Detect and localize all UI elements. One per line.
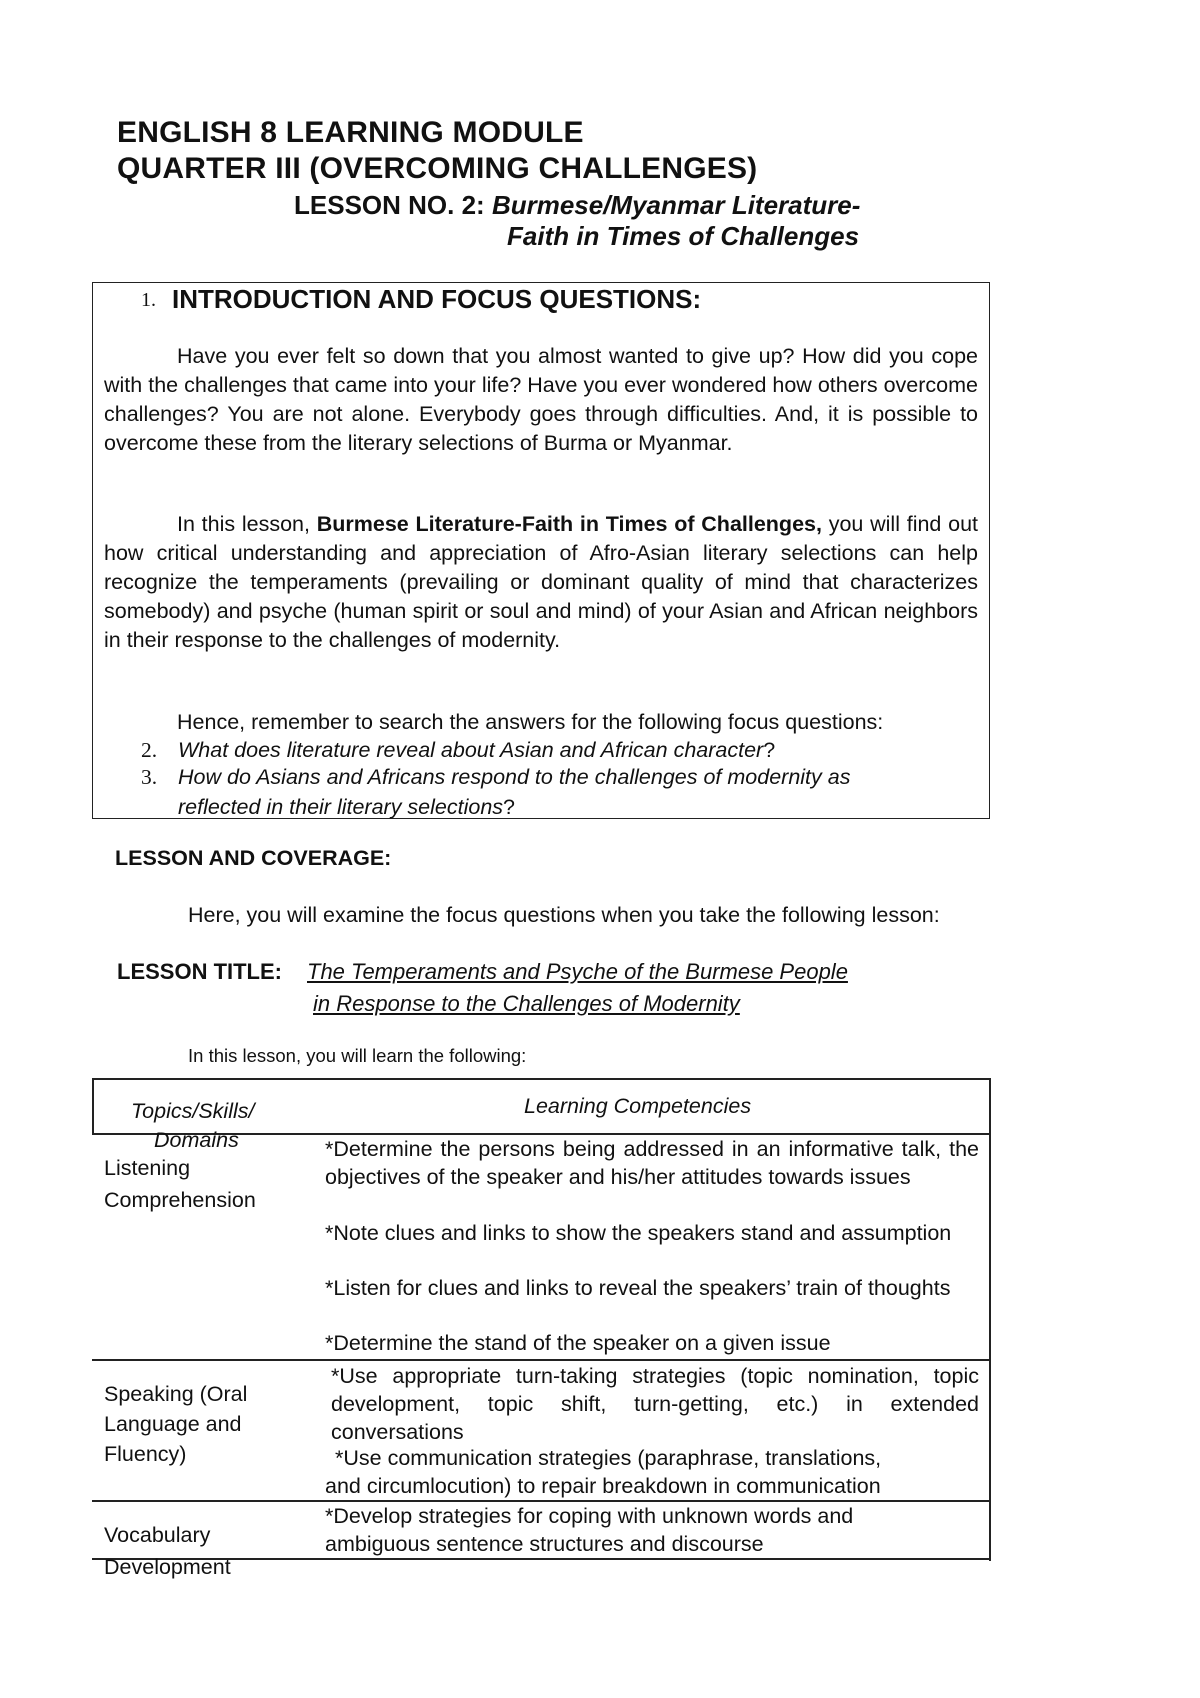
- competency-item: *Note clues and links to show the speakers stand and assumption: [325, 1221, 952, 1245]
- intro-paragraph-1: [104, 342, 978, 458]
- lesson-label: LESSON NO. 2:: [294, 190, 485, 220]
- competency-item: *Listen for clues and links to reveal the speakers’ train of thoughts: [325, 1276, 951, 1300]
- focus-question-end: ?: [763, 738, 776, 762]
- intro-paragraph-2-bold: Burmese Literature-Faith in Times of Challenges,: [316, 512, 822, 536]
- table-header-domains: Domains: [154, 1128, 239, 1152]
- intro-paragraph-2: [104, 510, 978, 655]
- table-border-right: [989, 1078, 991, 1561]
- introduction-heading: [141, 284, 701, 315]
- competency-item: and circumlocution) to repair breakdown in communication: [325, 1474, 881, 1498]
- coverage-text: Here, you will examine the focus questions when you take the following lesson:: [188, 903, 940, 927]
- table-row-topic: Comprehension: [104, 1188, 256, 1212]
- table-border-left: [92, 1078, 94, 1134]
- intro-paragraph-2-rest: you will find out how critical understanding and appreciation of Afro-Asian literary selections can help recognize the temperaments (prevailing or dominant quality of mind that characterizes somebody) and psyche (human spirit or soul and mind) of your Asian and African neighbors in their response to the challenges of modernity.: [104, 512, 979, 652]
- intro-paragraph-2-start: In this lesson,: [177, 512, 310, 536]
- table-row-topic: Development: [104, 1555, 231, 1579]
- lesson-title-line1: Burmese/Myanmar Literature-: [491, 190, 861, 220]
- table-row-divider: [92, 1359, 990, 1361]
- table-row-topic: Fluency): [104, 1442, 187, 1466]
- intro-heading-text: INTRODUCTION AND FOCUS QUESTIONS:: [172, 284, 702, 314]
- module-title: ENGLISH 8 LEARNING MODULE: [117, 116, 584, 149]
- table-row-topic: Listening: [104, 1156, 191, 1180]
- competency-item: *Determine the persons being addressed in an informative talk, the objectives of the speaker and his/her attitudes towards issues: [325, 1137, 979, 1189]
- lesson-title-label: LESSON TITLE:: [117, 959, 282, 984]
- lesson-number: [294, 190, 860, 221]
- intro-paragraph-3: [104, 708, 978, 737]
- focus-question-end: ?: [503, 795, 515, 819]
- focus-question-text: How do Asians and Africans respond to the challenges of modernity as: [178, 765, 851, 789]
- learn-intro-text: In this lesson, you will learn the following:: [188, 1045, 527, 1066]
- competency-item: *Use communication strategies (paraphrase, translations,: [335, 1446, 882, 1470]
- intro-paragraph-1-text: Have you ever felt so down that you almost wanted to give up? How did you cope with the challenges that came into your life? Have you ever wondered how others overcome challenges? You are not alone. Everybody goes through difficulties. And, it is possible to overcome these from the literary selections of Burma or Myanmar.: [104, 344, 978, 455]
- focus-question: [141, 763, 850, 792]
- table-border-top: [92, 1078, 990, 1080]
- intro-number: 1.: [141, 289, 156, 311]
- competency-item: *Develop strategies for coping with unknown words and: [325, 1504, 854, 1528]
- focus-question-text: What does literature reveal about Asian and African character: [178, 738, 764, 762]
- lesson-title-line2: Faith in Times of Challenges: [507, 221, 860, 251]
- table-header-competencies: Learning Competencies: [524, 1094, 752, 1118]
- competency-item: ambiguous sentence structures and discourse: [325, 1532, 764, 1556]
- focus-question-number: 3.: [141, 765, 158, 789]
- intro-paragraph-3-text: Hence, remember to search the answers for the following focus questions:: [177, 710, 884, 734]
- lesson-title-text-line1: The Temperaments and Psyche of the Burmese People: [307, 959, 848, 984]
- focus-question-number: 2.: [141, 738, 158, 762]
- table-row-topic: Speaking (Oral: [104, 1382, 248, 1406]
- table-header-topics: Topics/Skills/: [131, 1099, 255, 1123]
- coverage-heading: LESSON AND COVERAGE:: [115, 846, 392, 870]
- focus-question: [141, 736, 775, 765]
- table-row-topic: Vocabulary: [104, 1523, 211, 1547]
- competency-item: *Determine the stand of the speaker on a given issue: [325, 1331, 831, 1355]
- table-row-topic: Language and: [104, 1412, 242, 1436]
- focus-question-cont-text: reflected in their literary selections: [178, 795, 504, 819]
- focus-question-continuation: [178, 795, 515, 820]
- quarter-title: QUARTER III (OVERCOMING CHALLENGES): [117, 152, 758, 185]
- competency-item: *Use appropriate turn-taking strategies (topic nomination, topic development, topic shift, turn-getting, etc.) in extended conversations: [331, 1364, 979, 1444]
- lesson-title-text-line2: in Response to the Challenges of Modernity: [313, 991, 740, 1016]
